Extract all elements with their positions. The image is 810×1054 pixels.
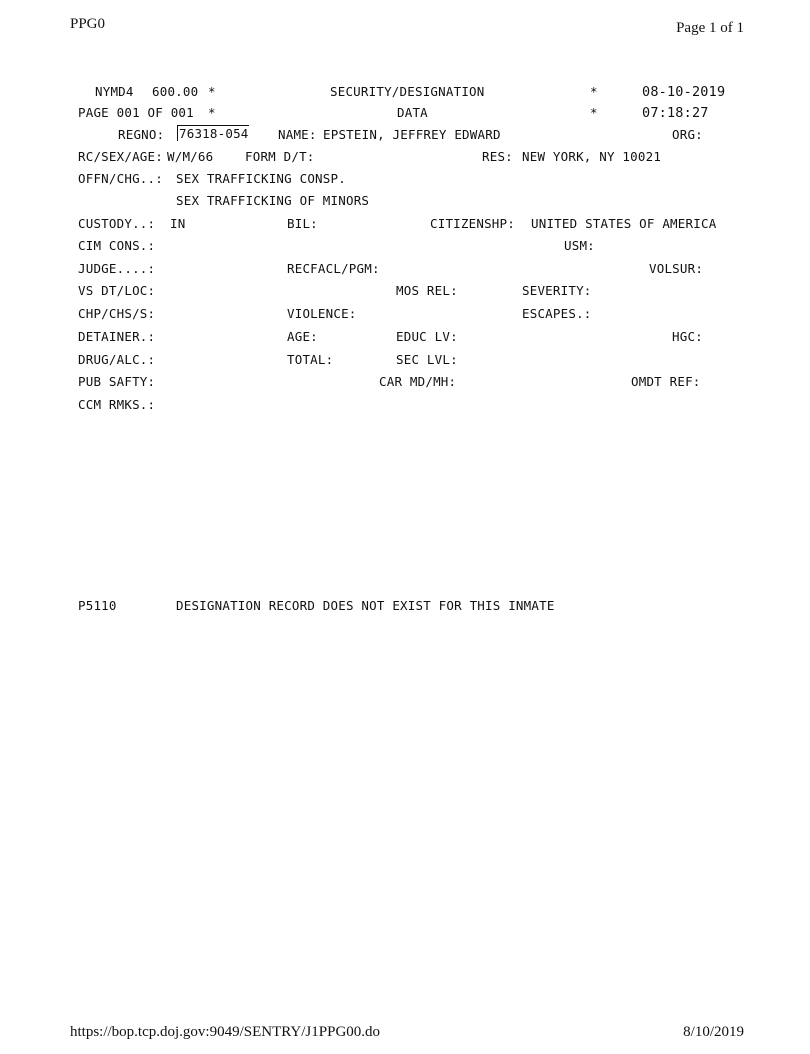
citizenship-value: UNITED STATES OF AMERICA <box>531 216 717 231</box>
total-label: TOTAL: <box>287 352 334 367</box>
screen-code: 600.00 <box>152 84 199 99</box>
citizenship-label: CITIZENSHP: <box>430 216 515 231</box>
bil-label: BIL: <box>287 216 318 231</box>
star-2: * <box>590 84 598 99</box>
screen-title-line2: DATA <box>397 105 428 120</box>
custody-value: IN <box>170 216 186 231</box>
omdtref-label: OMDT REF: <box>631 374 701 389</box>
res-value: NEW YORK, NY 10021 <box>522 149 662 164</box>
drug-label: DRUG/ALC.: <box>78 352 156 367</box>
seclvl-label: SEC LVL: <box>396 352 458 367</box>
formdt-label: FORM D/T: <box>245 149 315 164</box>
pubsafty-label: PUB SAFTY: <box>78 374 156 389</box>
regno-value: 76318-054 <box>179 126 249 141</box>
star-4: * <box>590 105 598 120</box>
footer-date: 8/10/2019 <box>683 1024 744 1040</box>
recfacl-label: RECFACL/PGM: <box>287 261 380 276</box>
star-1: * <box>208 84 216 99</box>
escapes-label: ESCAPES.: <box>522 306 592 321</box>
page-label: PAGE 001 OF 001 <box>78 105 194 120</box>
vsdt-label: VS DT/LOC: <box>78 283 156 298</box>
educlv-label: EDUC LV: <box>396 329 458 344</box>
ccm-label: CCM RMKS.: <box>78 397 156 412</box>
mosrel-label: MOS REL: <box>396 283 458 298</box>
carmd-label: CAR MD/MH: <box>379 374 457 389</box>
footer-url: https://bop.tcp.doj.gov:9049/SENTRY/J1PPG00.do <box>70 1024 381 1040</box>
screen-date: 08-10-2019 <box>642 84 726 100</box>
screen-title-line1: SECURITY/DESIGNATION <box>330 84 485 99</box>
header-left-code: PPG0 <box>70 16 106 32</box>
volsur-label: VOLSUR: <box>649 261 704 276</box>
system-id: NYMD4 <box>95 84 134 99</box>
regno-label: REGNO: <box>118 127 165 142</box>
detainer-label: DETAINER.: <box>78 329 156 344</box>
offn-value-2: SEX TRAFFICKING OF MINORS <box>176 193 370 208</box>
res-label: RES: <box>482 149 513 164</box>
screen-time: 07:18:27 <box>642 105 709 121</box>
message-text: DESIGNATION RECORD DOES NOT EXIST FOR THIS INMATE <box>176 598 555 613</box>
org-label: ORG: <box>672 127 703 142</box>
custody-label: CUSTODY..: <box>78 216 156 231</box>
age-label: AGE: <box>287 329 318 344</box>
rcsexage-value: W/M/66 <box>167 149 214 164</box>
hgc-label: HGC: <box>672 329 703 344</box>
violence-label: VIOLENCE: <box>287 306 357 321</box>
judge-label: JUDGE....: <box>78 261 156 276</box>
severity-label: SEVERITY: <box>522 283 592 298</box>
rcsexage-label: RC/SEX/AGE: <box>78 149 163 164</box>
message-code: P5110 <box>78 598 117 613</box>
usm-label: USM: <box>564 238 595 253</box>
header-page-count: Page 1 of 1 <box>676 20 744 36</box>
name-value: EPSTEIN, JEFFREY EDWARD <box>323 127 501 142</box>
chp-label: CHP/CHS/S: <box>78 306 156 321</box>
offn-value-1: SEX TRAFFICKING CONSP. <box>176 171 346 186</box>
name-label: NAME: <box>278 127 317 142</box>
star-3: * <box>208 105 216 120</box>
offn-label: OFFN/CHG..: <box>78 171 163 186</box>
cimcons-label: CIM CONS.: <box>78 238 156 253</box>
